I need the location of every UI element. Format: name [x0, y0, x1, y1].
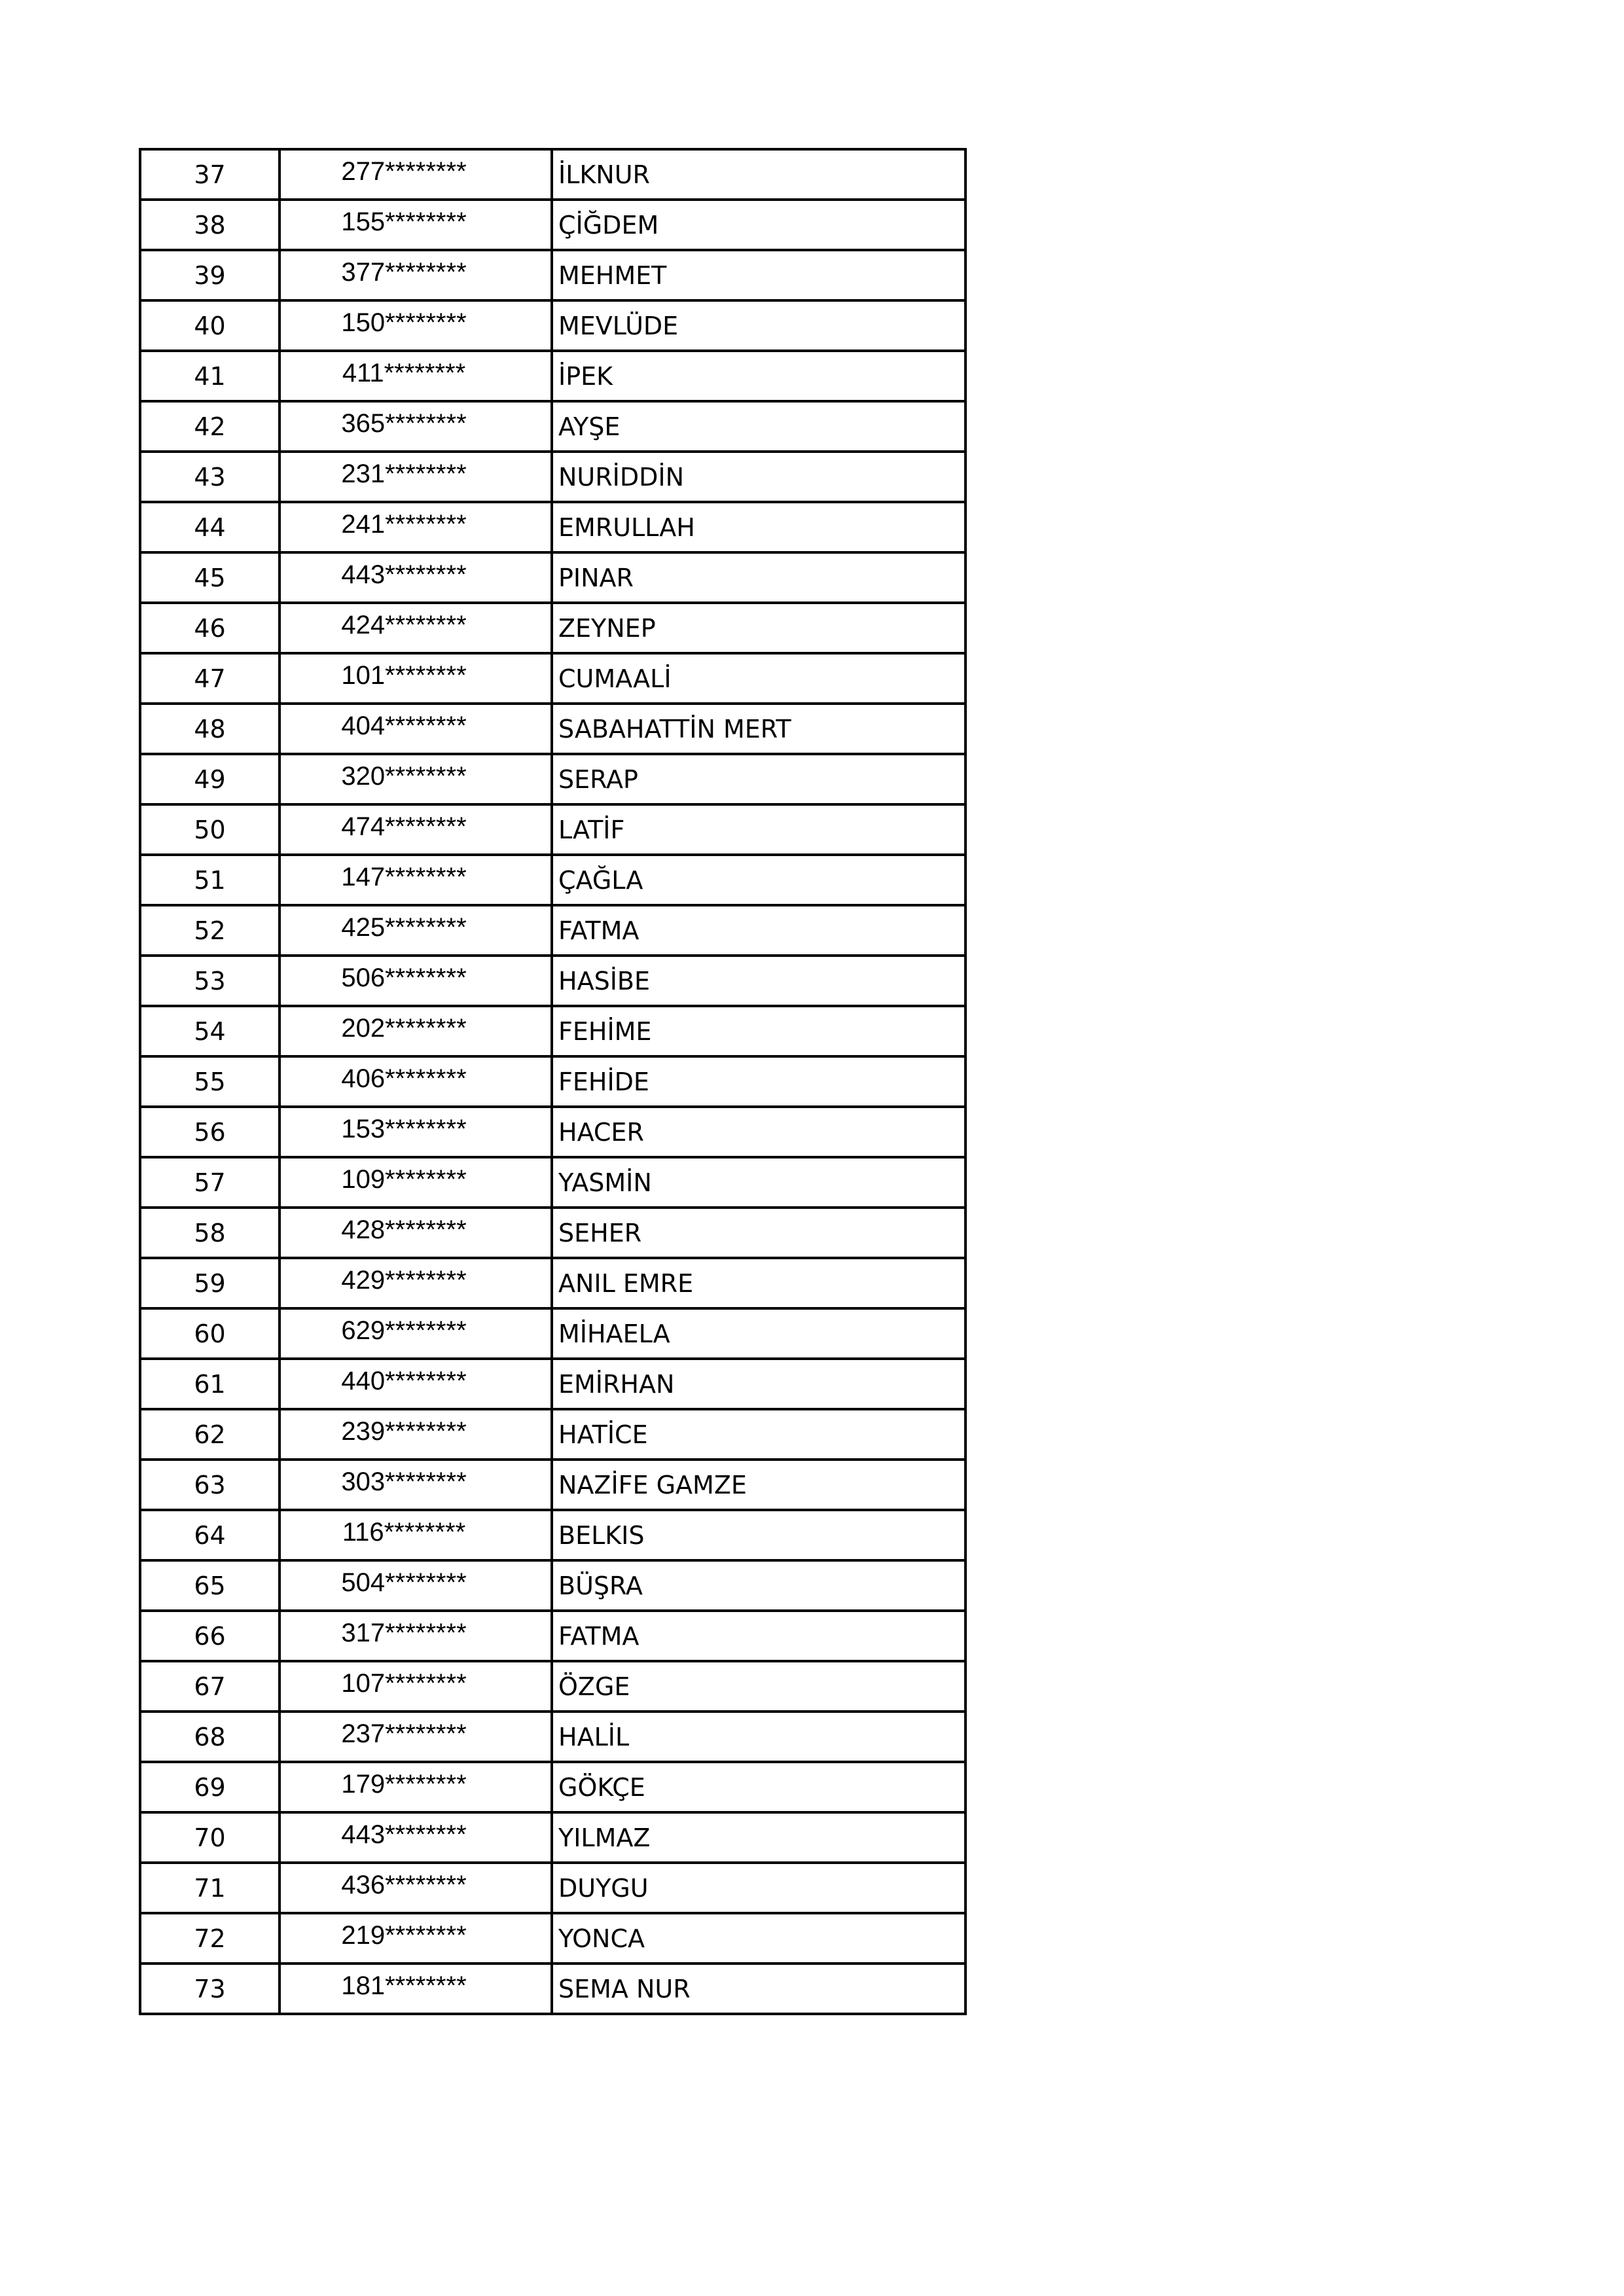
table-row: [140, 804, 965, 855]
masked-id-text: 424********: [341, 611, 467, 639]
table-row: [140, 300, 965, 351]
row-number-cell: 65: [140, 1560, 280, 1611]
table-row: [140, 1863, 965, 1913]
name-cell: YONCA: [552, 1913, 965, 1964]
name-cell: ZEYNEP: [552, 603, 965, 653]
row-number-cell: 60: [140, 1308, 280, 1359]
masked-id-cell: [280, 1107, 552, 1157]
masked-id-cell: [280, 1056, 552, 1107]
row-number-cell: 45: [140, 552, 280, 603]
name-cell: YASMİN: [552, 1157, 965, 1208]
row-number-cell: 69: [140, 1762, 280, 1812]
name-cell: SEMA NUR: [552, 1964, 965, 2014]
row-number-cell: 58: [140, 1208, 280, 1258]
table-row: [140, 1006, 965, 1056]
masked-id-text: 429********: [341, 1266, 467, 1295]
name-cell: NURİDDİN: [552, 452, 965, 502]
masked-id-cell: [280, 905, 552, 956]
name-cell: SABAHATTİN MERT: [552, 704, 965, 754]
masked-id-text: 153********: [341, 1115, 467, 1143]
table-row: [140, 1107, 965, 1157]
row-number-cell: 52: [140, 905, 280, 956]
masked-id-text: 202********: [341, 1014, 467, 1043]
masked-id-cell: [280, 855, 552, 905]
masked-id-cell: [280, 1460, 552, 1510]
masked-id-text: 239********: [341, 1417, 467, 1446]
table-row: [140, 1460, 965, 1510]
row-number-cell: 68: [140, 1712, 280, 1762]
masked-id-text: 241********: [341, 510, 467, 539]
name-cell: SERAP: [552, 754, 965, 804]
row-number-cell: 56: [140, 1107, 280, 1157]
row-number-cell: 43: [140, 452, 280, 502]
masked-id-text: 107********: [341, 1669, 467, 1698]
masked-id-text: 237********: [341, 1719, 467, 1748]
masked-id-text: 436********: [341, 1871, 467, 1899]
masked-id-cell: [280, 1409, 552, 1460]
masked-id-text: 411********: [342, 359, 466, 387]
name-cell: HASİBE: [552, 956, 965, 1006]
row-number-cell: 66: [140, 1611, 280, 1661]
masked-id-text: 504********: [341, 1568, 467, 1597]
masked-id-text: 147********: [341, 863, 467, 891]
table-row: [140, 1359, 965, 1409]
masked-id-text: 443********: [341, 1820, 467, 1849]
masked-id-cell: [280, 401, 552, 452]
row-number-cell: 70: [140, 1812, 280, 1863]
table-row: [140, 351, 965, 401]
name-cell: NAZİFE GAMZE: [552, 1460, 965, 1510]
masked-id-cell: [280, 603, 552, 653]
masked-id-cell: [280, 1762, 552, 1812]
row-number-cell: 47: [140, 653, 280, 704]
masked-id-cell: [280, 1913, 552, 1964]
masked-id-cell: [280, 552, 552, 603]
name-cell: AYŞE: [552, 401, 965, 452]
masked-id-text: 219********: [341, 1921, 467, 1950]
masked-id-text: 506********: [341, 963, 467, 992]
name-cell: ANIL EMRE: [552, 1258, 965, 1308]
masked-id-cell: [280, 1359, 552, 1409]
table-row: [140, 1510, 965, 1560]
table-row: [140, 704, 965, 754]
row-number-cell: 63: [140, 1460, 280, 1510]
name-cell: PINAR: [552, 552, 965, 603]
masked-id-text: 231********: [341, 459, 467, 488]
row-number-cell: 57: [140, 1157, 280, 1208]
row-number-cell: 41: [140, 351, 280, 401]
row-number-cell: 64: [140, 1510, 280, 1560]
masked-id-text: 155********: [341, 207, 467, 236]
row-number-cell: 48: [140, 704, 280, 754]
table-row: [140, 653, 965, 704]
masked-id-cell: [280, 704, 552, 754]
table-row: [140, 1157, 965, 1208]
masked-id-text: 277********: [341, 157, 467, 186]
name-cell: FATMA: [552, 1611, 965, 1661]
masked-id-cell: [280, 804, 552, 855]
name-cell: EMRULLAH: [552, 502, 965, 552]
name-cell: İLKNUR: [552, 149, 965, 200]
results-table: [139, 148, 967, 2015]
name-cell: HALİL: [552, 1712, 965, 1762]
name-cell: LATİF: [552, 804, 965, 855]
table-row: [140, 1712, 965, 1762]
row-number-cell: 37: [140, 149, 280, 200]
masked-id-cell: [280, 754, 552, 804]
name-cell: İPEK: [552, 351, 965, 401]
table-row: [140, 1812, 965, 1863]
row-number-cell: 62: [140, 1409, 280, 1460]
masked-id-cell: [280, 1964, 552, 2014]
table-row: [140, 754, 965, 804]
table-row: [140, 905, 965, 956]
name-cell: MİHAELA: [552, 1308, 965, 1359]
row-number-cell: 50: [140, 804, 280, 855]
row-number-cell: 42: [140, 401, 280, 452]
row-number-cell: 49: [140, 754, 280, 804]
masked-id-cell: [280, 1006, 552, 1056]
name-cell: DUYGU: [552, 1863, 965, 1913]
masked-id-cell: [280, 1157, 552, 1208]
row-number-cell: 59: [140, 1258, 280, 1308]
name-cell: YILMAZ: [552, 1812, 965, 1863]
name-cell: HACER: [552, 1107, 965, 1157]
masked-id-cell: [280, 1712, 552, 1762]
table-row: [140, 1308, 965, 1359]
name-cell: ÇİĞDEM: [552, 200, 965, 250]
row-number-cell: 72: [140, 1913, 280, 1964]
row-number-cell: 71: [140, 1863, 280, 1913]
masked-id-cell: [280, 1510, 552, 1560]
masked-id-text: 425********: [341, 913, 467, 942]
name-cell: FEHİME: [552, 1006, 965, 1056]
masked-id-cell: [280, 250, 552, 300]
table-row: [140, 452, 965, 502]
table-row: [140, 1611, 965, 1661]
masked-id-text: 629********: [341, 1316, 467, 1345]
table-row: [140, 603, 965, 653]
name-cell: BÜŞRA: [552, 1560, 965, 1611]
masked-id-text: 406********: [341, 1064, 467, 1093]
table-row: [140, 149, 965, 200]
masked-id-cell: [280, 956, 552, 1006]
masked-id-cell: [280, 1812, 552, 1863]
row-number-cell: 40: [140, 300, 280, 351]
table-row: [140, 956, 965, 1006]
row-number-cell: 38: [140, 200, 280, 250]
row-number-cell: 55: [140, 1056, 280, 1107]
row-number-cell: 61: [140, 1359, 280, 1409]
masked-id-text: 320********: [341, 762, 467, 791]
table-row: [140, 855, 965, 905]
masked-id-cell: [280, 1560, 552, 1611]
table-row: [140, 1258, 965, 1308]
name-cell: MEVLÜDE: [552, 300, 965, 351]
masked-id-text: 428********: [341, 1215, 467, 1244]
table-row: [140, 1208, 965, 1258]
table-row: [140, 1056, 965, 1107]
masked-id-cell: [280, 1661, 552, 1712]
name-cell: GÖKÇE: [552, 1762, 965, 1812]
name-cell: FEHİDE: [552, 1056, 965, 1107]
name-cell: BELKIS: [552, 1510, 965, 1560]
masked-id-cell: [280, 1863, 552, 1913]
masked-id-text: 443********: [341, 560, 467, 589]
masked-id-text: 474********: [341, 812, 467, 841]
name-cell: MEHMET: [552, 250, 965, 300]
masked-id-cell: [280, 502, 552, 552]
masked-id-text: 365********: [341, 409, 467, 438]
masked-id-text: 116********: [342, 1518, 466, 1547]
row-number-cell: 67: [140, 1661, 280, 1712]
name-cell: FATMA: [552, 905, 965, 956]
masked-id-cell: [280, 200, 552, 250]
row-number-cell: 54: [140, 1006, 280, 1056]
masked-id-cell: [280, 1258, 552, 1308]
masked-id-text: 303********: [341, 1467, 467, 1496]
table-row: [140, 1762, 965, 1812]
table-row: [140, 1913, 965, 1964]
masked-id-cell: [280, 1308, 552, 1359]
masked-id-text: 440********: [341, 1367, 467, 1395]
masked-id-cell: [280, 1208, 552, 1258]
masked-id-text: 181********: [341, 1971, 467, 2000]
masked-id-text: 101********: [341, 661, 467, 690]
masked-id-text: 109********: [341, 1165, 467, 1194]
name-cell: SEHER: [552, 1208, 965, 1258]
table-row: [140, 552, 965, 603]
table-row: [140, 1560, 965, 1611]
masked-id-cell: [280, 653, 552, 704]
masked-id-cell: [280, 351, 552, 401]
masked-id-text: 377********: [341, 258, 467, 287]
name-cell: CUMAALİ: [552, 653, 965, 704]
table-row: [140, 250, 965, 300]
row-number-cell: 46: [140, 603, 280, 653]
masked-id-cell: [280, 452, 552, 502]
row-number-cell: 51: [140, 855, 280, 905]
masked-id-cell: [280, 300, 552, 351]
table-row: [140, 401, 965, 452]
masked-id-text: 317********: [341, 1619, 467, 1647]
masked-id-text: 150********: [341, 308, 467, 337]
table-row: [140, 502, 965, 552]
row-number-cell: 39: [140, 250, 280, 300]
masked-id-cell: [280, 1611, 552, 1661]
row-number-cell: 44: [140, 502, 280, 552]
name-cell: EMİRHAN: [552, 1359, 965, 1409]
table-row: [140, 1409, 965, 1460]
row-number-cell: 53: [140, 956, 280, 1006]
name-cell: HATİCE: [552, 1409, 965, 1460]
masked-id-text: 179********: [341, 1770, 467, 1799]
masked-id-text: 404********: [341, 711, 467, 740]
table-row: [140, 200, 965, 250]
table-body: [140, 149, 965, 2014]
masked-id-cell: [280, 149, 552, 200]
table-row: [140, 1964, 965, 2014]
table-row: [140, 1661, 965, 1712]
name-cell: ÇAĞLA: [552, 855, 965, 905]
row-number-cell: 73: [140, 1964, 280, 2014]
name-cell: ÖZGE: [552, 1661, 965, 1712]
